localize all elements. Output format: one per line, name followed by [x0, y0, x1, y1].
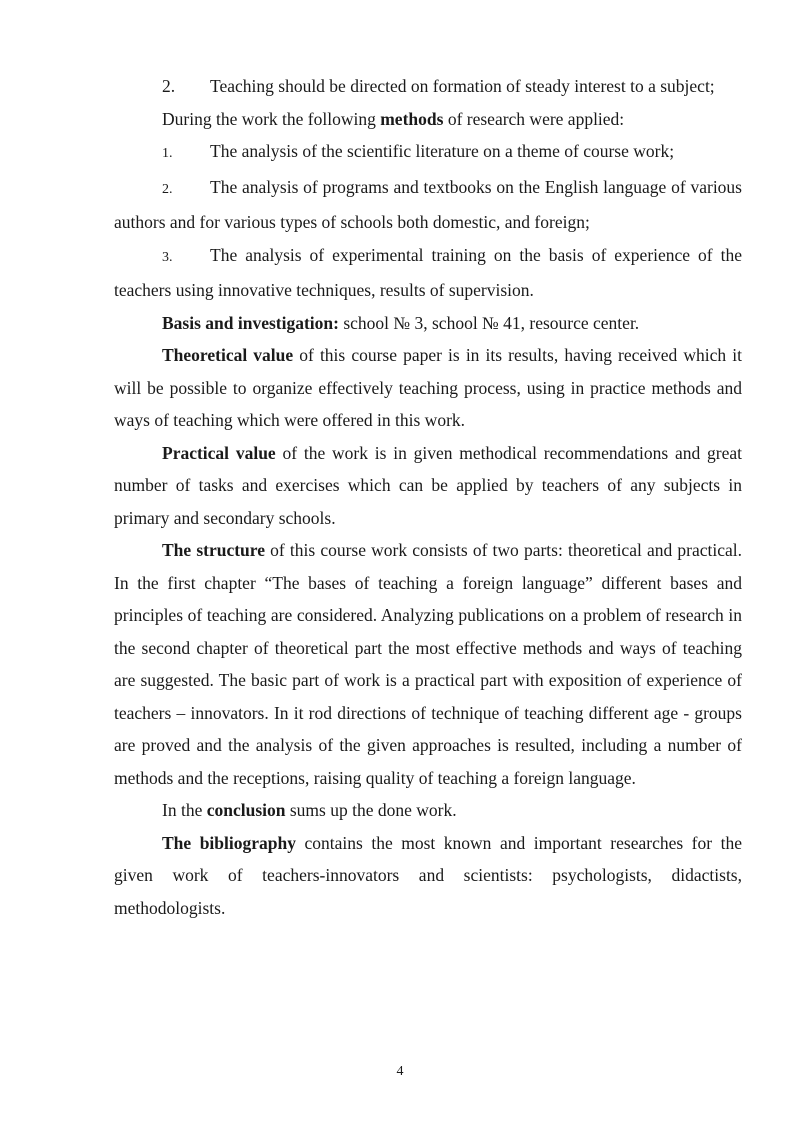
bibliography-heading: The bibliography	[162, 832, 296, 853]
conclusion-paragraph	[114, 794, 742, 827]
conclusion-after: sums up the done work.	[285, 800, 457, 820]
structure-heading: The structure	[162, 540, 266, 560]
goal-item-text: Teaching should be directed on formation of steady interest to a subject;	[210, 76, 715, 96]
method-item-number: 2.	[162, 181, 173, 197]
structure-text: of this course work consists of two parts: theoretical and practical. In the first chapter “The bases of teaching a foreign language” different bases and principles of teaching are considered. Analyzing publications on a problem of research in the second chapter of theoretical part the most effective methods and ways of teaching are suggested. The basic part of work is a practical part with exposition of experience of teachers – innovators. In it rod directions of technique of teaching different age - groups are proved and the analysis of the given approaches is resulted, including a number of methods and the receptions, raising quality of teaching a foreign language.	[114, 540, 742, 788]
method-item-text: The analysis of the scientific literature on a theme of course work;	[210, 141, 675, 161]
method-item-text: The analysis of experimental training on the basis of experience of the teachers using innovative techniques, results of supervision.	[114, 244, 742, 300]
page-body	[114, 70, 742, 924]
theoretical-value-text: of this course paper is in its results, having received which it will be possible to organize effectively teaching process, using in practice methods and ways of teaching which were offered in this work.	[114, 345, 742, 430]
goal-item-2	[114, 70, 742, 103]
method-item-number: 1.	[162, 146, 173, 161]
methods-intro	[114, 103, 742, 136]
theoretical-value-heading: Theoretical value	[162, 345, 294, 365]
basis-paragraph	[114, 307, 742, 340]
structure-paragraph	[114, 534, 742, 794]
basis-heading: Basis and investigation:	[162, 312, 339, 333]
conclusion-heading: conclusion	[206, 800, 286, 820]
page-number: 4	[396, 1064, 404, 1079]
conclusion-before: In the	[162, 800, 207, 820]
method-item-3	[114, 239, 742, 307]
basis-text: school № 3, school № 41, resource center.	[338, 312, 640, 333]
method-item-text: The analysis of programs and textbooks on the English language of various authors and for various types of schools both domestic, and foreign;	[114, 176, 742, 232]
methods-intro-after: of research were applied:	[443, 108, 625, 129]
method-item-2	[114, 171, 742, 239]
method-item-1	[114, 135, 742, 171]
practical-value-heading: Practical value	[162, 442, 276, 463]
practical-value-text: of the work is in given methodical recommendations and great number of tasks and exercises which can be applied by teachers of any subjects in primary and secondary schools.	[114, 442, 743, 528]
goal-item-number: 2.	[162, 76, 176, 96]
methods-intro-bold: methods	[380, 108, 444, 129]
bibliography-text: contains the most known and important researches for the given work of teachers-innovators and scientists: psychologists, didactists, methodologists.	[114, 832, 742, 918]
methods-intro-before: During the work the following	[162, 108, 381, 129]
theoretical-value-paragraph	[114, 339, 742, 437]
practical-value-paragraph	[114, 437, 742, 535]
bibliography-paragraph	[114, 827, 742, 925]
method-item-number: 3.	[162, 249, 173, 265]
